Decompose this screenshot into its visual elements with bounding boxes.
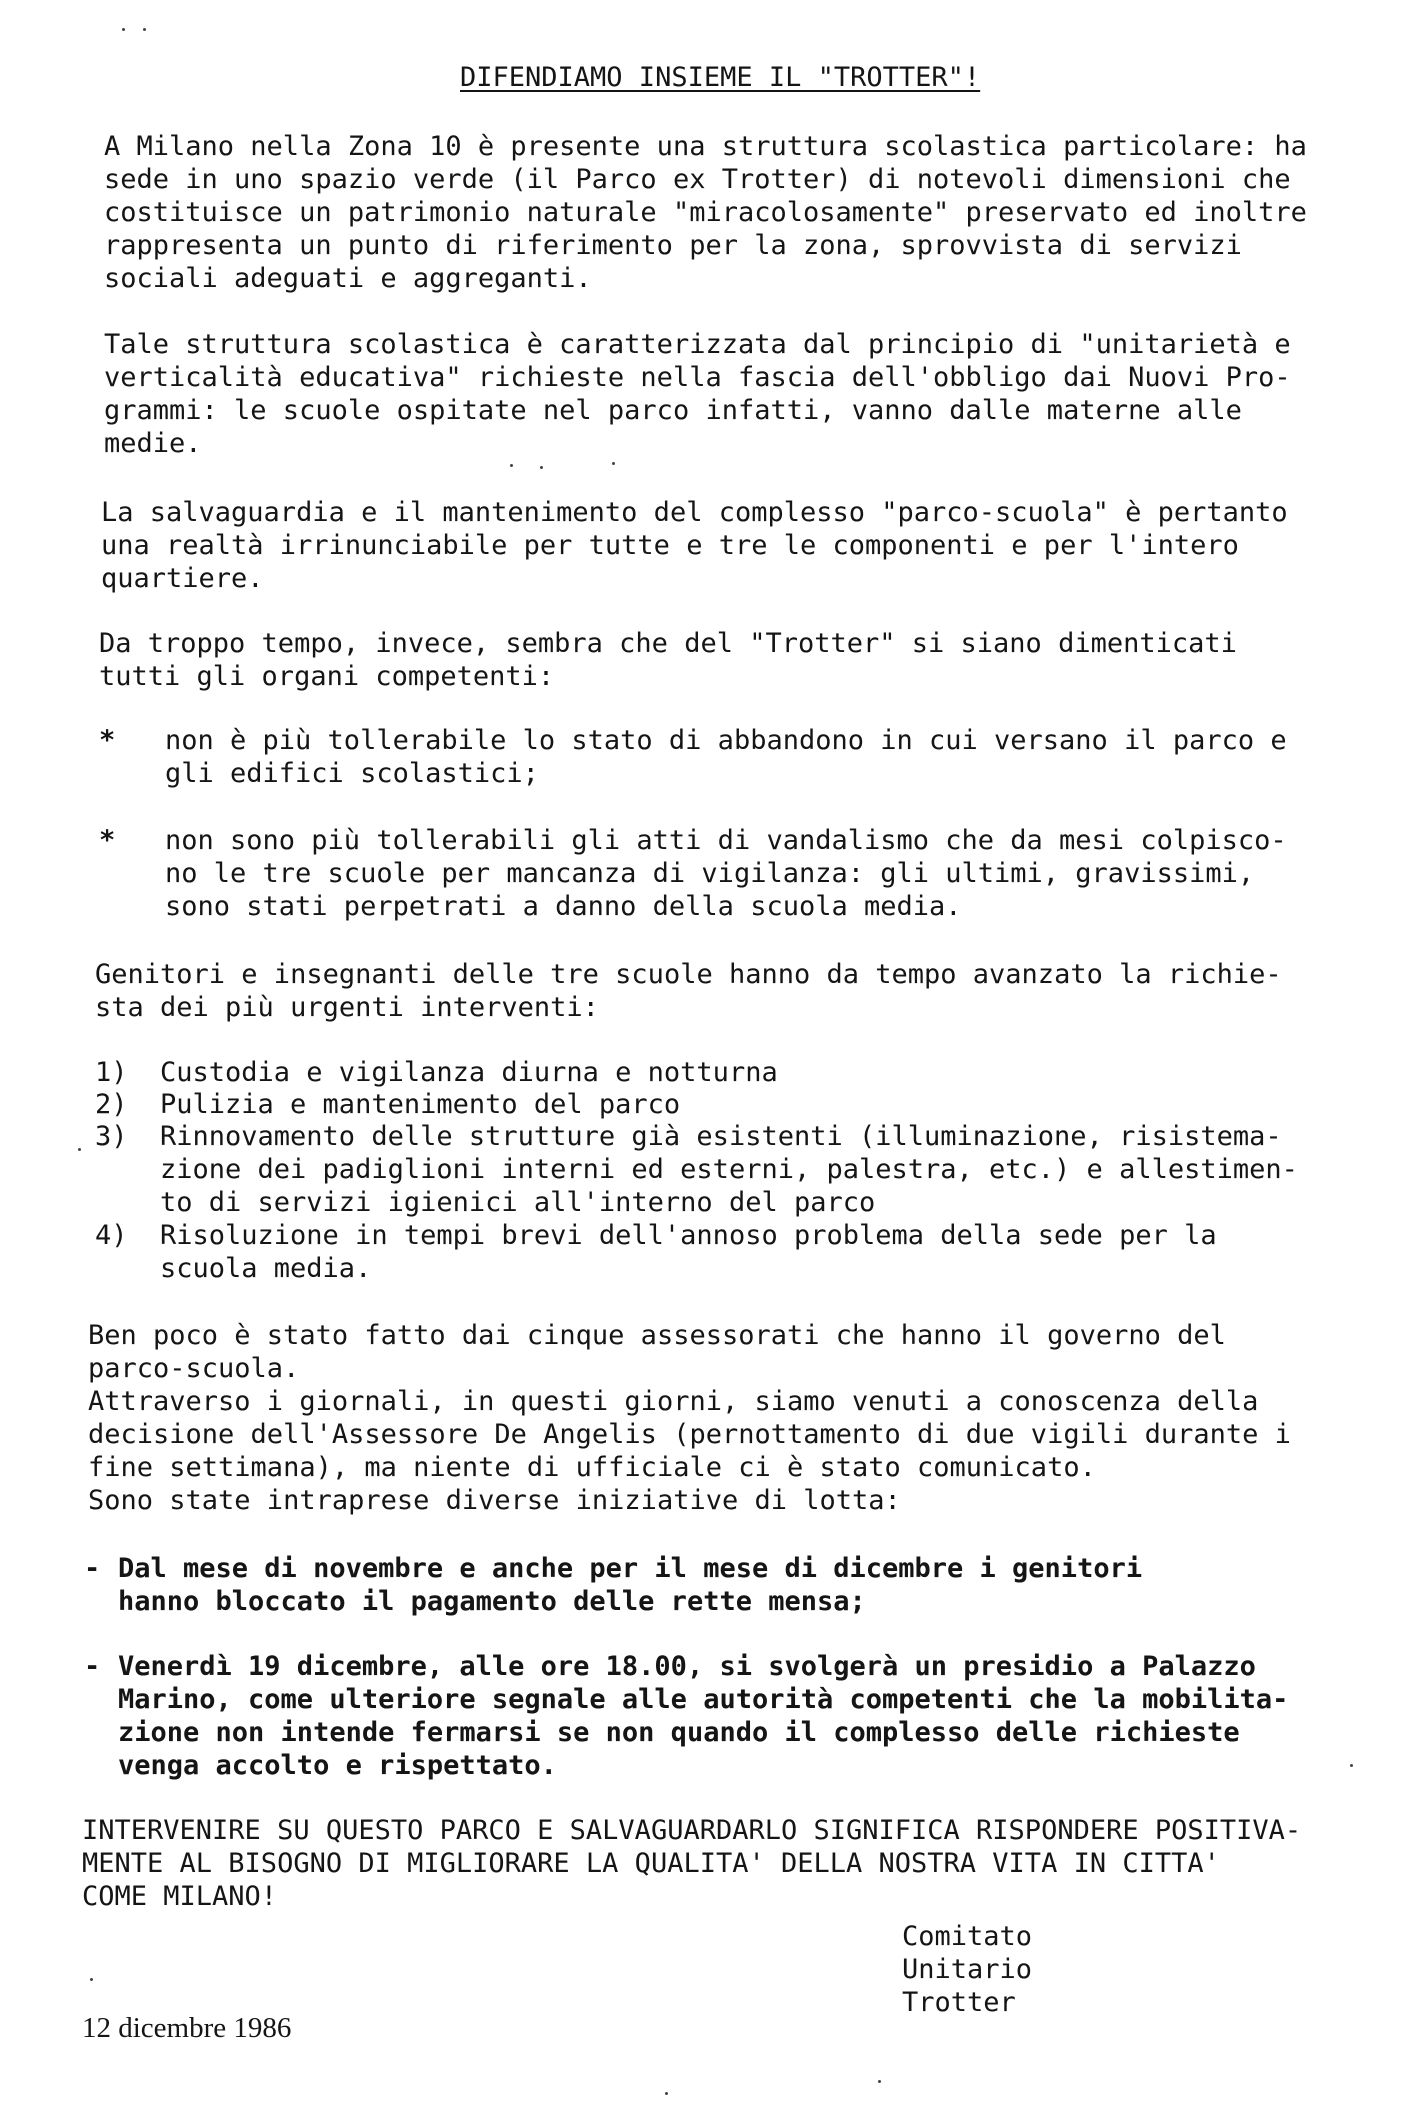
scan-speck (540, 466, 543, 469)
text-line: costituisce un patrimonio naturale "miracolosamente" preservato ed inoltre (104, 197, 1307, 228)
text-line: una realtà irrinunciabile per tutte e tre le componenti e per l'intero (101, 530, 1239, 561)
text-line: sociali adeguati e aggreganti. (104, 263, 592, 294)
text-line: fine settimana), ma niente di ufficiale ci è stato comunicato. (88, 1452, 1096, 1483)
paragraph-assessorati (88, 1319, 1291, 1517)
document-date: 12 dicembre 1986 (82, 2012, 292, 2044)
list-item (160, 1219, 1217, 1285)
text-line: non sono più tollerabili gli atti di vandalismo che da mesi colpisco- (165, 825, 1287, 856)
signature-line: Unitario (902, 1954, 1033, 1985)
signature-line: Comitato (902, 1921, 1033, 1952)
text-line: Risoluzione in tempi brevi dell'annoso problema della sede per la (160, 1220, 1217, 1251)
text-line: sono stati perpetrati a danno della scuola media. (165, 891, 962, 922)
text-line: gli edifici scolastici; (165, 758, 539, 789)
text-line: La salvaguardia e il mantenimento del complesso "parco-scuola" è pertanto (101, 497, 1288, 528)
bullet-item (165, 724, 1287, 790)
text-line: MENTE AL BISOGNO DI MIGLIORARE LA QUALITA' DELLA NOSTRA VITA IN CITTA' (82, 1848, 1220, 1879)
list-number: 4) (95, 1220, 128, 1251)
list-number: 1) (95, 1057, 128, 1088)
text-line: to di servizi igienici all'interno del parco (160, 1187, 876, 1218)
list-item (160, 1056, 778, 1089)
paragraph-verticalita (104, 328, 1291, 460)
text-line: tutti gli organi competenti: (99, 661, 555, 692)
list-number: 3) (95, 1121, 128, 1152)
text-line: COME MILANO! (82, 1881, 278, 1912)
intro-paragraph (104, 130, 1307, 295)
text-line: Rinnovamento delle strutture già esistenti (illuminazione, risistema- (160, 1121, 1282, 1152)
text-line: non è più tollerabile lo stato di abbandono in cui versano il parco e (165, 725, 1287, 756)
action-item (118, 1650, 1288, 1782)
paragraph-organi-competenti (99, 627, 1237, 693)
text-line: Marino, come ulteriore segnale alle autorità competenti che la mobilita- (118, 1684, 1289, 1715)
action-dash: - (84, 1651, 101, 1682)
scan-speck (510, 464, 513, 467)
document-title: DIFENDIAMO INSIEME IL "TROTTER"! (460, 62, 981, 93)
text-line: parco-scuola. (88, 1353, 300, 1384)
paragraph-richiesta (95, 958, 1282, 1024)
text-line: verticalità educativa" richieste nella fascia dell'obbligo dai Nuovi Pro- (104, 362, 1291, 393)
scan-speck (143, 28, 146, 31)
list-item (160, 1088, 680, 1121)
text-line: Attraverso i giornali, in questi giorni, siamo venuti a conoscenza della (88, 1386, 1259, 1417)
text-line: venga accolto e rispettato. (118, 1750, 557, 1781)
text-line: rappresenta un punto di riferimento per la zona, sprovvista di servizi (104, 230, 1242, 261)
text-line: Dal mese di novembre e anche per il mese di dicembre i genitori (118, 1553, 1143, 1584)
text-line: Da troppo tempo, invece, sembra che del "Trotter" si siano dimenticati (99, 628, 1237, 659)
text-line: grammi: le scuole ospitate nel parco infatti, vanno dalle materne alle (104, 395, 1242, 426)
text-line: A Milano nella Zona 10 è presente una struttura scolastica particolare: ha (104, 131, 1307, 162)
scan-speck (78, 1148, 81, 1151)
scan-speck (1350, 1764, 1353, 1767)
text-line: Sono state intraprese diverse iniziative di lotta: (88, 1485, 901, 1516)
text-line: Tale struttura scolastica è caratterizzata dal principio di "unitarietà e (104, 329, 1291, 360)
bullet-marker: * (99, 825, 116, 856)
text-line: sta dei più urgenti interventi: (95, 992, 599, 1023)
action-dash: - (84, 1553, 101, 1584)
text-line: Venerdì 19 dicembre, alle ore 18.00, si svolgerà un presidio a Palazzo (118, 1651, 1256, 1682)
text-line: no le tre scuole per mancanza di vigilanza: gli ultimi, gravissimi, (165, 858, 1255, 889)
text-line: quartiere. (101, 563, 264, 594)
text-line: medie. (104, 428, 202, 459)
signature (902, 1920, 1032, 2019)
list-number: 2) (95, 1089, 128, 1120)
scan-speck (612, 462, 615, 465)
text-line: Pulizia e mantenimento del parco (160, 1089, 681, 1120)
text-line: Ben poco è stato fatto dai cinque assessorati che hanno il governo del (88, 1320, 1226, 1351)
scan-speck (122, 28, 125, 31)
scan-speck (878, 2080, 881, 2083)
bullet-marker: * (99, 725, 116, 756)
paragraph-salvaguardia (101, 496, 1288, 595)
action-item (118, 1552, 1142, 1618)
text-line: Genitori e insegnanti delle tre scuole hanno da tempo avanzato la richie- (95, 959, 1282, 990)
text-line: scuola media. (160, 1253, 372, 1284)
scan-speck (665, 2092, 668, 2095)
closing-statement (82, 1814, 1301, 1913)
text-line: decisione dell'Assessore De Angelis (pernottamento di due vigili durante i (88, 1419, 1291, 1450)
text-line: zione non intende fermarsi se non quando il complesso delle richieste (118, 1717, 1240, 1748)
text-line: INTERVENIRE SU QUESTO PARCO E SALVAGUARDARLO SIGNIFICA RISPONDERE POSITIVA- (82, 1815, 1302, 1846)
signature-line: Trotter (902, 1987, 1016, 2018)
text-line: hanno bloccato il pagamento delle rette mensa; (118, 1586, 866, 1617)
text-line: zione dei padiglioni interni ed esterni, palestra, etc.) e allestimen- (160, 1154, 1298, 1185)
text-line: Custodia e vigilanza diurna e notturna (160, 1057, 778, 1088)
list-item (160, 1120, 1298, 1219)
text-line: sede in uno spazio verde (il Parco ex Trotter) di notevoli dimensioni che (104, 164, 1291, 195)
scan-speck (90, 1978, 93, 1981)
bullet-item (165, 824, 1287, 923)
